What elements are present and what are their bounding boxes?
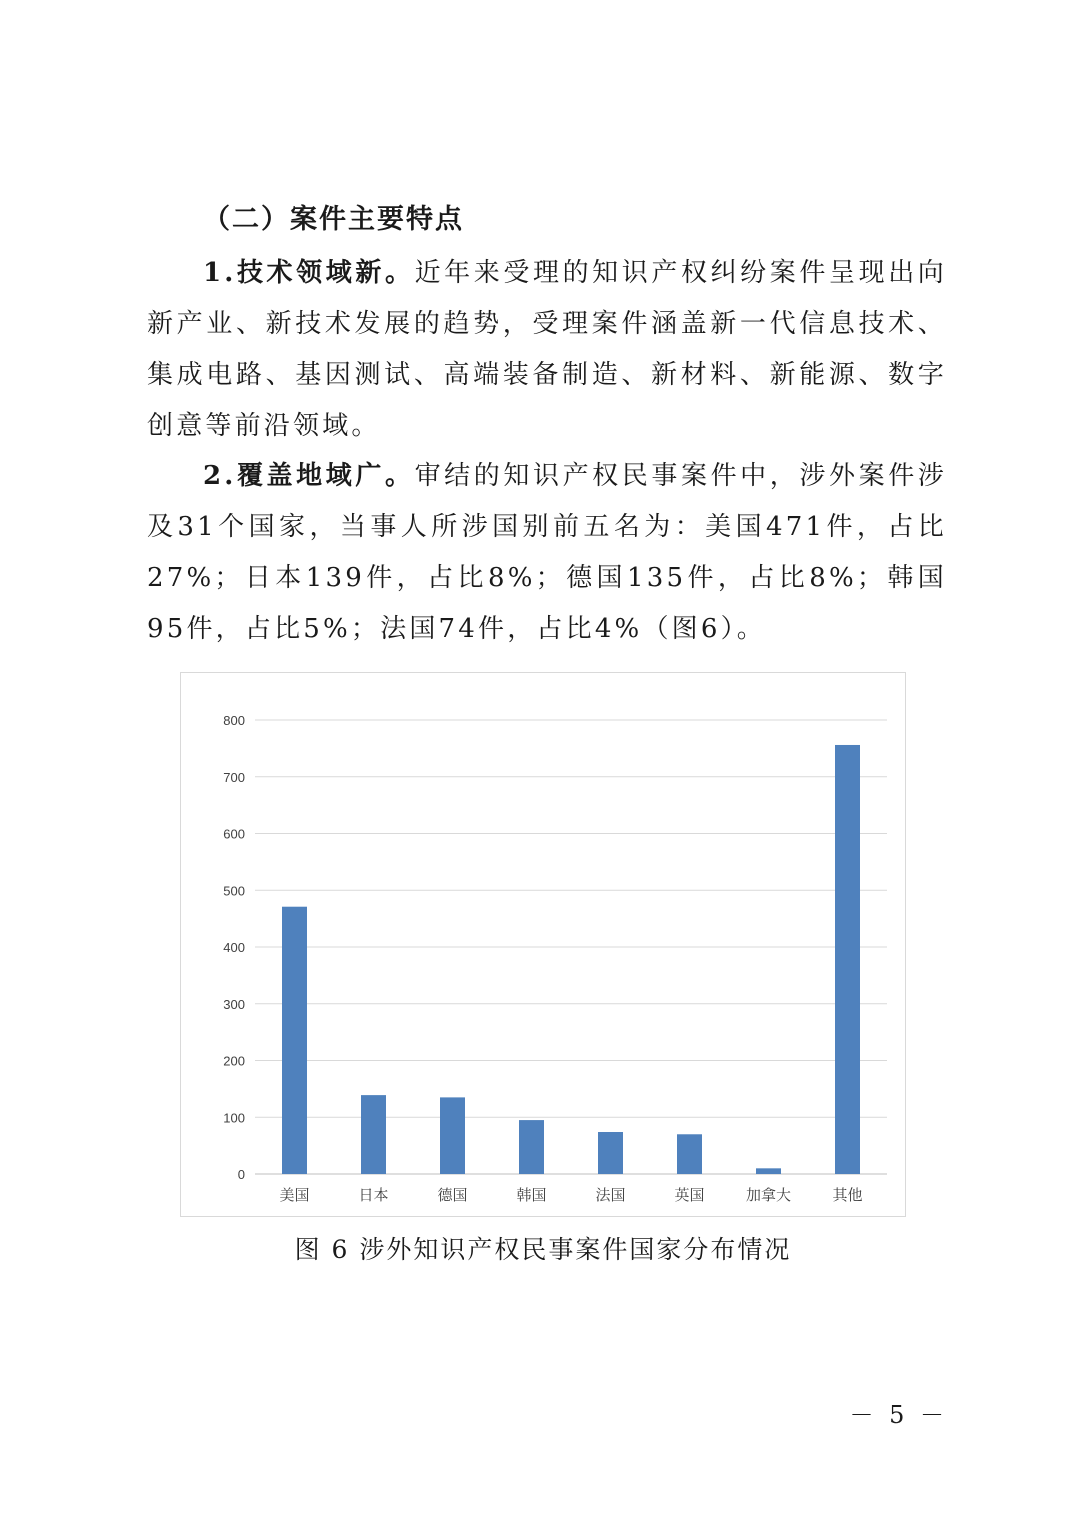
x-tick-label: 法国 xyxy=(595,1186,626,1204)
x-tick-label: 韩国 xyxy=(516,1186,547,1204)
bar-chart xyxy=(180,672,906,1217)
bar xyxy=(756,1168,781,1174)
y-tick-label: 600 xyxy=(223,826,245,842)
bar xyxy=(519,1120,544,1174)
bar xyxy=(677,1134,702,1174)
x-tick-label: 其他 xyxy=(832,1186,863,1204)
y-tick-label: 100 xyxy=(223,1110,245,1126)
x-tick-label: 美国 xyxy=(279,1186,310,1204)
x-tick-label: 德国 xyxy=(437,1186,468,1204)
y-tick-label: 500 xyxy=(223,883,245,899)
y-tick-label: 800 xyxy=(223,713,245,728)
y-tick-label: 700 xyxy=(223,769,245,785)
bar xyxy=(282,907,307,1174)
chart-canvas xyxy=(181,673,907,1218)
y-tick-label: 400 xyxy=(223,940,245,955)
page-number: － 5 － xyxy=(849,1401,948,1429)
paragraph-body: 近年来受理的知识产权纠纷案件呈现出向新产业、新技术发展的趋势，受理案件涵盖新一代信息技术、集成电路、基因测试、高端装备制造、新材料、新能源、数字创意等前沿领域。 xyxy=(147,258,947,441)
bar xyxy=(598,1132,623,1174)
paragraph-lead: 1.技术领域新。 xyxy=(203,258,415,288)
paragraph-geographic-coverage xyxy=(147,451,947,655)
x-tick-label: 加拿大 xyxy=(745,1186,792,1204)
figure-caption: 图 6 涉外知识产权民事案件国家分布情况 xyxy=(294,1235,792,1264)
y-tick-label: 300 xyxy=(223,996,245,1012)
y-tick-label: 0 xyxy=(237,1167,245,1182)
x-tick-label: 日本 xyxy=(358,1186,389,1204)
bar xyxy=(835,745,860,1174)
section-heading: （二）案件主要特点 xyxy=(203,204,464,235)
paragraph-body: 审结的知识产权民事案件中，涉外案件涉及31个国家，当事人所涉国别前五名为：美国471件，占比27%；日本139件，占比8%；德国135件，占比8%；韩国95件，占比5%；法国74件，占比4%（图6）。 xyxy=(147,461,947,644)
bar xyxy=(361,1095,386,1174)
paragraph-lead: 2.覆盖地域广。 xyxy=(203,461,415,491)
y-tick-label: 200 xyxy=(223,1053,245,1069)
bar xyxy=(440,1097,465,1174)
paragraph-technical-fields xyxy=(147,248,947,452)
x-tick-label: 英国 xyxy=(674,1186,705,1204)
